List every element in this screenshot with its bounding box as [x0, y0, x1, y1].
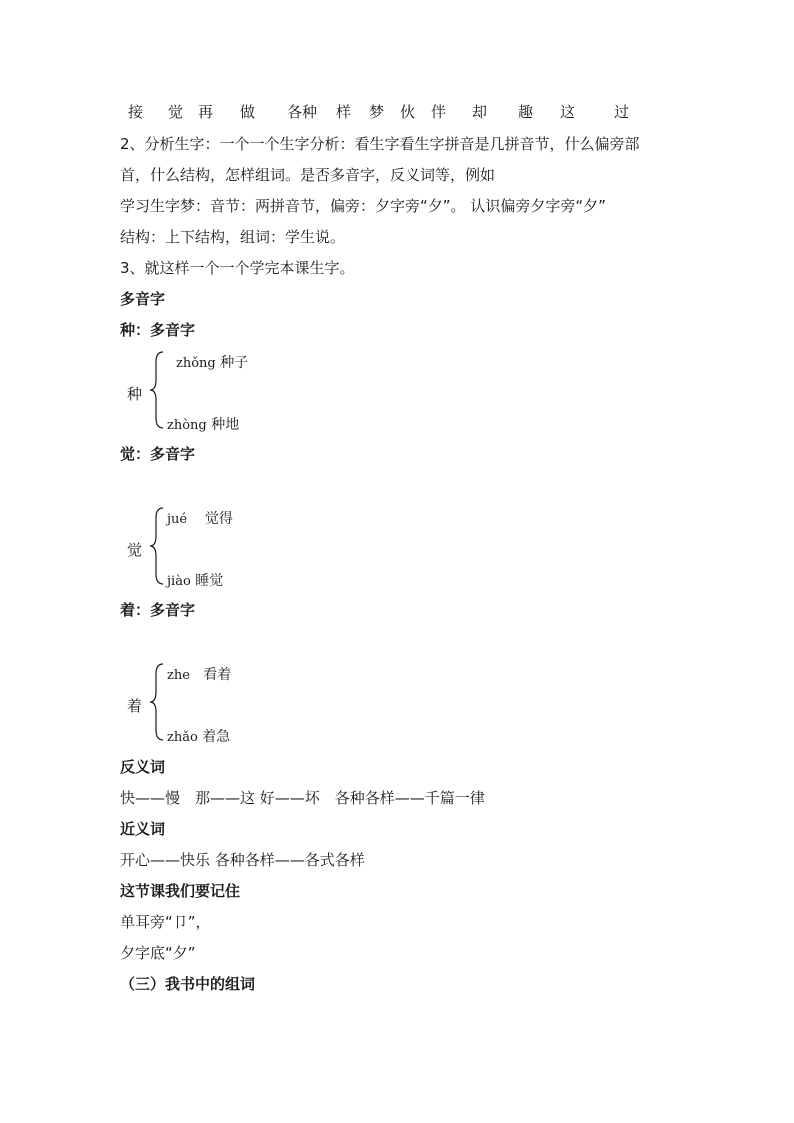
char-item: 再 — [198, 103, 214, 121]
polyphone-group-zhong — [120, 348, 420, 438]
word: 种地 — [211, 417, 240, 433]
pinyin: zhòng — [167, 418, 207, 433]
remember-heading: 这节课我们要记住 — [120, 882, 241, 900]
curly-brace-icon — [147, 348, 167, 432]
polyphone-title-zhong: 种：多音字 — [120, 321, 196, 339]
reading-entry — [167, 508, 233, 528]
analysis-line-2: 首，什么结构，怎样组词。是否多音字，反义词等，例如 — [120, 166, 496, 184]
char-item: 却 — [472, 103, 488, 121]
polyphone-char: 着 — [127, 697, 143, 715]
word: 看着 — [203, 667, 232, 683]
polyphone-group-zhe — [120, 660, 420, 750]
curly-brace-icon — [147, 660, 167, 744]
polyphone-title-zhe: 着：多音字 — [120, 601, 196, 619]
reading-entry — [167, 726, 230, 746]
remember-line-1: 单耳旁“卩”， — [120, 913, 211, 931]
section-3-heading: （三）我书中的组词 — [120, 975, 256, 993]
char-item: 这 — [560, 103, 576, 121]
remember-line-2: 夕字底“夕” — [120, 944, 196, 962]
char-item: 做 — [240, 103, 256, 121]
reading-entry — [167, 570, 223, 590]
reading-entry — [167, 414, 239, 434]
pinyin: zhǎo — [167, 730, 198, 745]
pinyin: jué — [167, 512, 188, 527]
example-meng: 学习生字梦：音节：两拼音节，偏旁：夕字旁“夕”。 认识偏旁夕字旁“夕” — [120, 197, 606, 215]
polyphone-char: 觉 — [127, 541, 143, 559]
char-item: 样 — [336, 103, 352, 121]
polyphone-group-jue — [120, 504, 420, 594]
pinyin: zhǒng — [176, 356, 216, 371]
step-3: 3、就这样一个一个学完本课生字。 — [120, 259, 355, 277]
polyphonic-heading: 多音字 — [120, 290, 166, 308]
word: 着急 — [202, 729, 231, 745]
char-item: 趣 — [518, 103, 534, 121]
synonyms-heading: 近义词 — [120, 820, 166, 838]
curly-brace-icon — [147, 504, 167, 588]
word: 睡觉 — [195, 573, 224, 589]
synonyms-line: 开心——快乐 各种各样——各式各样 — [120, 851, 365, 869]
word: 种子 — [220, 355, 249, 371]
polyphone-char: 种 — [127, 385, 143, 403]
char-item: 觉 — [168, 103, 184, 121]
char-item: 梦 — [369, 103, 385, 121]
antonyms-heading: 反义词 — [120, 758, 166, 776]
char-item: 过 — [614, 103, 630, 121]
analysis-line-1: 2、分析生字：一个一个生字分析：看生字看生字拼音是几拼音节，什么偏旁部 — [120, 135, 640, 153]
char-item: 伙 — [400, 103, 416, 121]
character-row — [0, 101, 794, 121]
pinyin: zhe — [167, 668, 190, 683]
pinyin: jiào — [167, 574, 191, 589]
polyphone-title-jue: 觉：多音字 — [120, 445, 196, 463]
word: 觉得 — [204, 511, 233, 527]
reading-entry — [167, 664, 231, 684]
char-item: 各种 — [287, 103, 318, 121]
char-item: 伴 — [431, 103, 447, 121]
structure-line: 结构：上下结构，组词：学生说。 — [120, 228, 346, 246]
antonyms-line: 快——慢 那——这 好——坏 各种各样——千篇一律 — [120, 789, 485, 807]
char-item: 接 — [128, 103, 144, 121]
reading-entry — [176, 352, 248, 372]
